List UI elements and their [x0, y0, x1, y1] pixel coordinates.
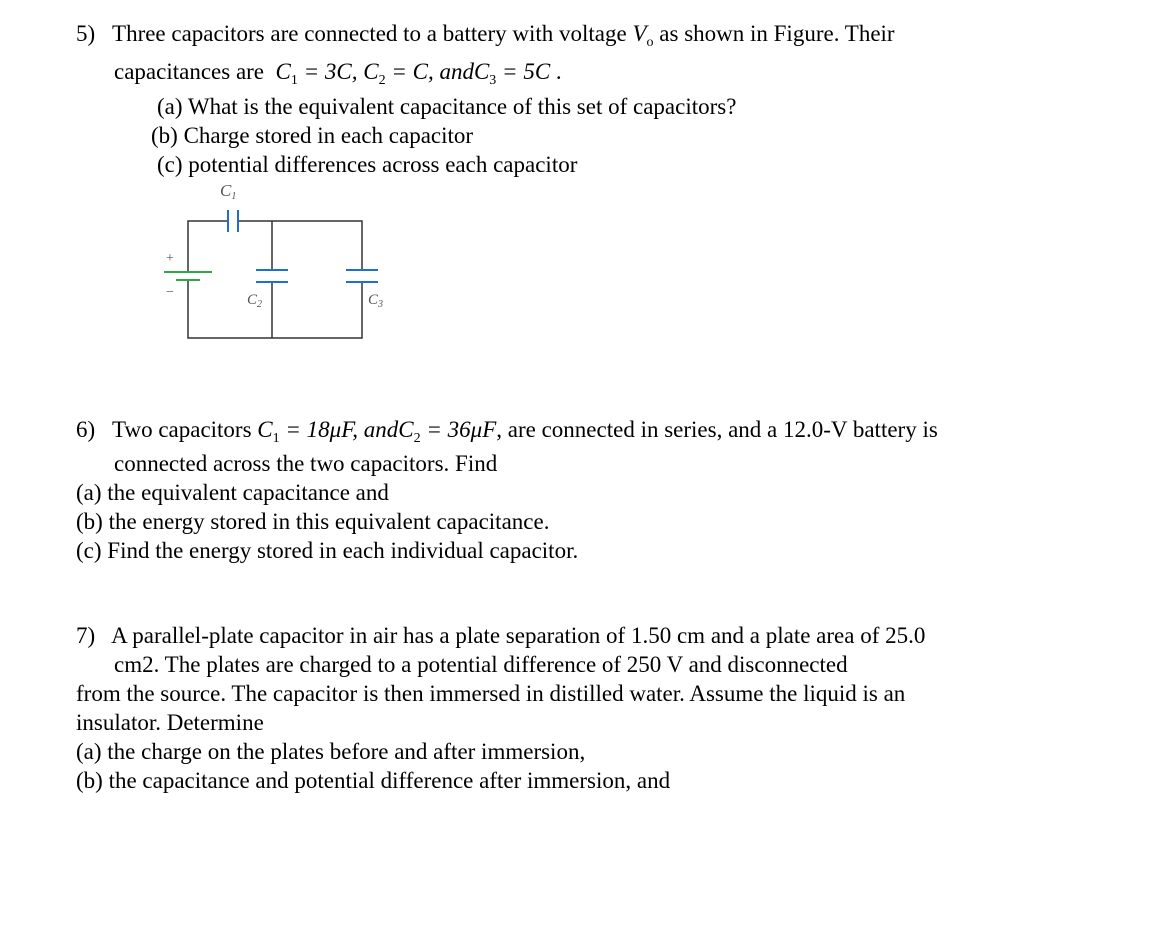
q5-line-1 — [76, 20, 895, 57]
q7-line-3: from the source. The capacitor is then immersed in distilled water. Assume the liquid is an — [76, 681, 906, 706]
q5-part-a: (a) What is the equivalent capacitance of this set of capacitors? — [157, 94, 737, 119]
q5-line-2 — [114, 58, 562, 95]
label-c3: $C_3$ — [368, 292, 384, 310]
circuit-figure — [150, 176, 390, 346]
q7-line-1 — [76, 622, 925, 650]
q5-c2-eq: = C, andC — [385, 59, 490, 84]
q7-part-b: (b) the capacitance and potential difference after immersion, and — [76, 768, 671, 793]
q6-line-2: connected across the two capacitors. Find — [114, 451, 498, 476]
label-c1: C1 — [220, 181, 237, 202]
q7-line-4: insulator. Determine — [76, 710, 264, 735]
q6-line-1 — [76, 416, 938, 453]
circuit-wires — [188, 221, 362, 338]
q6-c2-eq: = 36μF — [420, 417, 497, 442]
label-c2: $C_2$ — [247, 292, 263, 310]
q5-c3-eq: = 5C — [496, 59, 551, 84]
q6-c1-sub: 1 — [272, 431, 280, 446]
q5-line2-pre: capacitances are — [114, 59, 265, 84]
q5-number: 5) — [76, 21, 96, 46]
q5-c2-sub: 2 — [378, 73, 386, 88]
q5-c3-sub: 3 — [489, 73, 497, 88]
q7-line1-text: A parallel-plate capacitor in air has a plate separation of 1.50 cm and a plate area of 25.0 — [111, 623, 926, 648]
q5-part-b: (b) Charge stored in each capacitor — [151, 123, 474, 148]
q6-c1-symbol: C — [257, 417, 273, 442]
q6-line1-pre: Two capacitors — [112, 417, 252, 442]
q7-part-a: (a) the charge on the plates before and after immersion, — [76, 739, 586, 764]
q5-c1-eq: = 3C, — [297, 59, 364, 84]
q5-line1-pre: Three capacitors are connected to a battery with voltage — [112, 21, 627, 46]
q6-part-c: (c) Find the energy stored in each individual capacitor. — [76, 538, 579, 563]
q6-part-a: (a) the equivalent capacitance and — [76, 480, 389, 505]
q5-c1-sub: 1 — [290, 73, 298, 88]
q5-c1-symbol: C — [275, 59, 291, 84]
q5-eq-end: . — [550, 59, 562, 84]
capacitor-c3 — [346, 270, 378, 282]
capacitor-c1 — [228, 210, 238, 232]
q6-c1-eq: = 18μF, andC — [279, 417, 414, 442]
q6-c2-sub: 2 — [413, 431, 421, 446]
q7-number: 7) — [76, 623, 96, 648]
battery-symbol — [164, 272, 212, 280]
capacitor-c2 — [256, 270, 288, 282]
q6-part-b: (b) the energy stored in this equivalent capacitance. — [76, 509, 550, 534]
q5-line1-post: as shown in Figure. Their — [659, 21, 895, 46]
q7-line-2: cm2. The plates are charged to a potential difference of 250 V and disconnected — [114, 652, 848, 677]
q6-line1-post: , are connected in series, and a 12.0-V battery is — [496, 417, 938, 442]
q5-part-c: (c) potential differences across each capacitor — [157, 152, 578, 177]
q6-number: 6) — [76, 417, 96, 442]
q5-voltage-symbol: V — [632, 21, 647, 46]
battery-plus: + — [166, 251, 174, 266]
q5-c2-symbol: C — [363, 59, 379, 84]
q5-voltage-sub: o — [646, 35, 654, 50]
battery-minus: − — [166, 285, 174, 300]
